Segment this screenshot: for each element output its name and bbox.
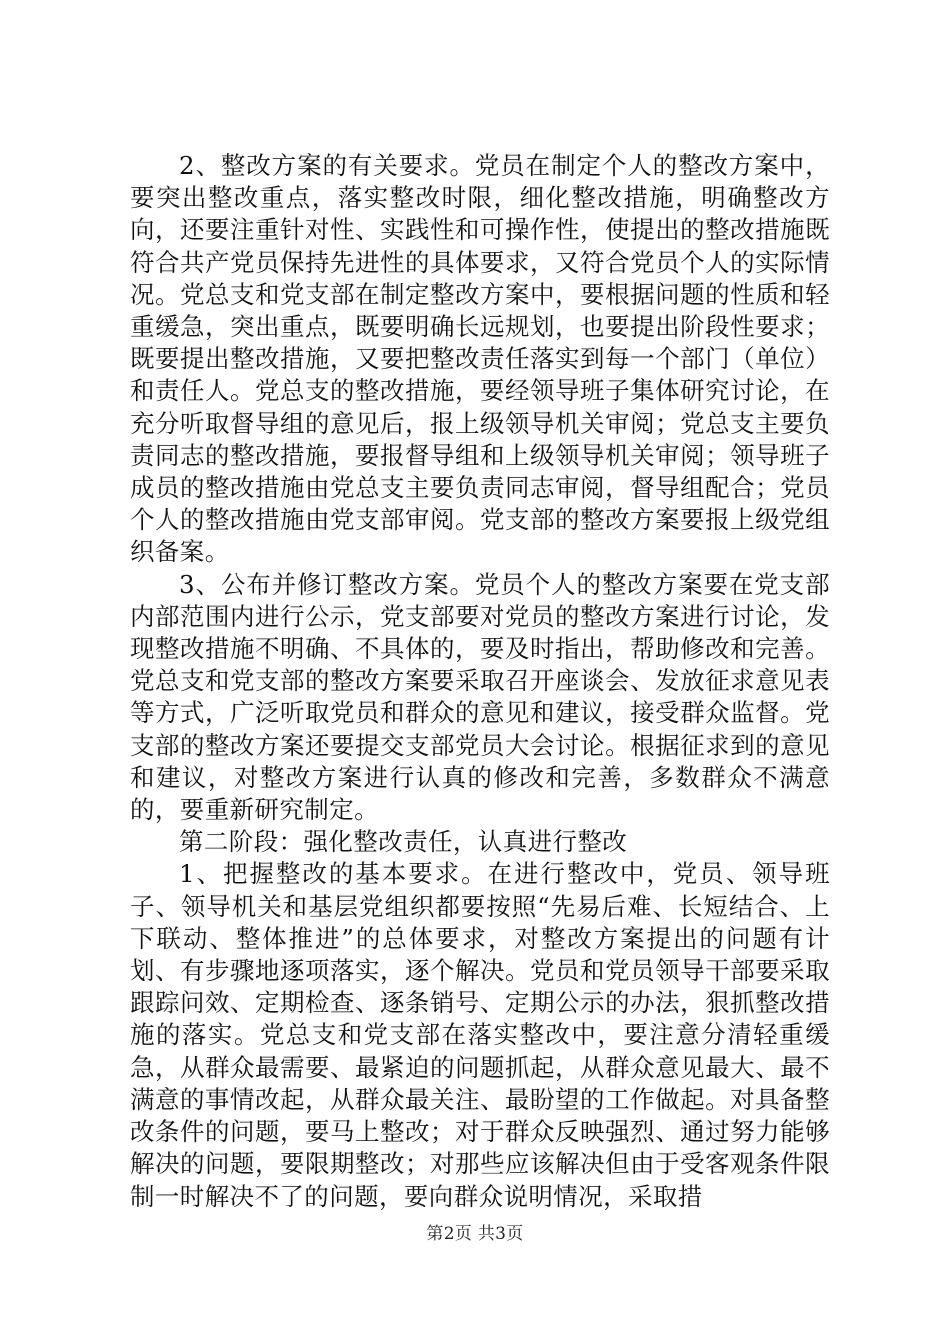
page-number-footer: 第2页 共3页 <box>426 1224 524 1244</box>
paragraph-basic-rectification-requirements: 1、把握整改的基本要求。在进行整改中，党员、领导班子、领导机关和基层党组织都要按照“先易后难、长短结合、上下联动、整体推进”的总体要求，对整改方案提出的问题有计划、有步骤地逐项落实，逐个解决。党员和党员领导干部要采取跟踪问效、定期检查、逐条销号、定期公示的办法，狠抓整改措施的落实。党总支和党支部在落实整改中，要注意分清轻重缓急，从群众最需要、最紧迫的问题抓起，从群众意见最大、最不满意的事情改起，从群众最关注、最盼望的工作做起。对具备整改条件的问题，要马上整改；对于群众反映强烈、通过努力能够解决的问题，要限期整改；对那些应该解决但由于受客观条件限制一时解决不了的问题，要向群众说明情况，采取措 <box>130 859 830 1211</box>
section-heading-stage-two: 第二阶段：强化整改责任，认真进行整改 <box>179 827 628 857</box>
paragraph-rectification-plan-requirements: 2、整改方案的有关要求。党员在制定个人的整改方案中，要突出整改重点，落实整改时限，细化整改措施，明确整改方向，还要注重针对性、实践性和可操作性，使提出的整改措施既符合共产党员保持先进性的具体要求，又符合党员个人的实际情况。党总支和党支部在制定整改方案中，要根据问题的性质和轻重缓急，突出重点，既要明确长远规划，也要提出阶段性要求；既要提出整改措施，又要把整改责任落实到每一个部门（单位）和责任人。党总支的整改措施，要经领导班子集体研究讨论，在充分听取督导组的意见后，报上级领导机关审阅；党总支主要负责同志的整改措施，要报督导组和上级领导机关审阅；领导班子成员的整改措施由党总支主要负责同志审阅，督导组配合；党员个人的整改措施由党支部审阅。党支部的整改方案要报上级党组织备案。 <box>130 151 830 567</box>
paragraph-publish-and-revise-plan: 3、公布并修订整改方案。党员个人的整改方案要在党支部内部范围内进行公示，党支部要对党员的整改方案进行讨论，发现整改措施不明确、不具体的，要及时指出，帮助修改和完善。党总支和党支部的整改方案要采取召开座谈会、发放征求意见表等方式，广泛听取党员和群众的意见和建议，接受群众监督。党支部的整改方案还要提交支部党员大会讨论。根据征求到的意见和建议，对整改方案进行认真的修改和完善，多数群众不满意的，要重新研究制定。 <box>130 569 830 825</box>
document-body <box>130 150 830 1213</box>
